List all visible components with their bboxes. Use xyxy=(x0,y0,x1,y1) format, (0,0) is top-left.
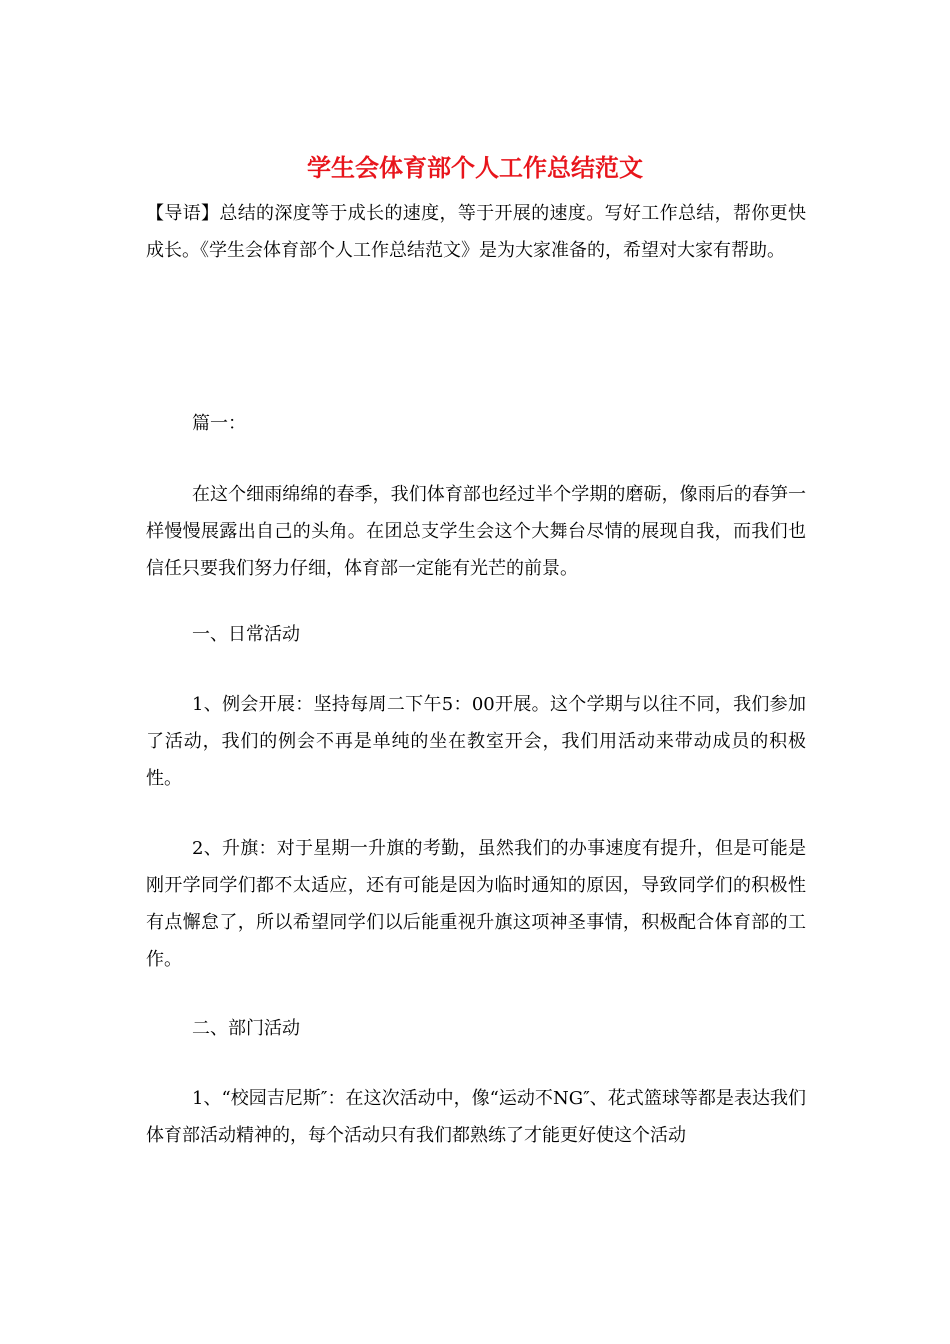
section-heading-department-activities: 二、部门活动 xyxy=(192,1018,300,1039)
section-heading-daily-activities: 一、日常活动 xyxy=(192,624,300,645)
document-title: 学生会体育部个人工作总结范文 xyxy=(307,154,643,182)
body-paragraph-meetings: 1、例会开展：坚持每周二下午5：00开展。这个学期与以往不同，我们参加了活动，我们的例会不再是单纯的坐在教室开会，我们用活动来带动成员的积极性。 xyxy=(146,694,806,789)
body-paragraph-campus-guinness: 1、“校园吉尼斯″：在这次活动中，像“运动不NG″、花式篮球等都是表达我们体育部活动精神的，每个活动只有我们都熟练了才能更好使这个活动 xyxy=(146,1088,806,1146)
intro-paragraph: 【导语】总结的深度等于成长的速度，等于开展的速度。写好工作总结，帮你更快成长。《学生会体育部个人工作总结范文》是为大家准备的，希望对大家有帮助。 xyxy=(146,203,806,261)
body-paragraph-opening: 在这个细雨绵绵的春季，我们体育部也经过半个学期的磨砺，像雨后的春笋一样慢慢展露出自己的头角。在团总支学生会这个大舞台尽情的展现自我，而我们也信任只要我们努力仔细，体育部一定能有光芒的前景。 xyxy=(146,484,806,579)
body-paragraph-flag-raising: 2、升旗：对于星期一升旗的考勤，虽然我们的办事速度有提升，但是可能是刚开学同学们都不太适应，还有可能是因为临时通知的原因，导致同学们的积极性有点懈怠了，所以希望同学们以后能重视升旗这项神圣事情，积极配合体育部的工作。 xyxy=(146,838,806,970)
section-label-part-one: 篇一： xyxy=(192,413,246,434)
